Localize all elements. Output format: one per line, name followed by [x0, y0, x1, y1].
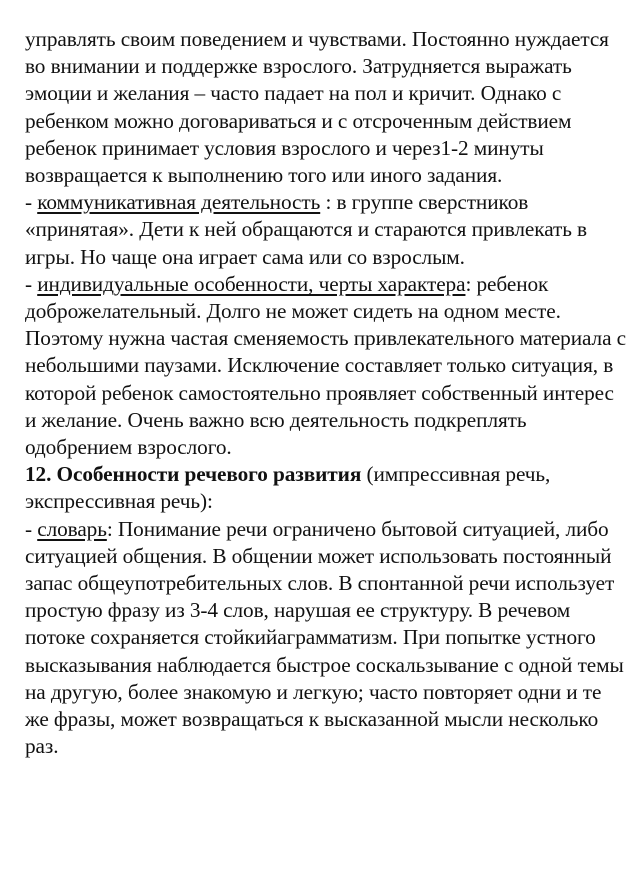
term-vocabulary: словарь [37, 516, 107, 541]
section-heading-speech [25, 461, 629, 515]
paragraph-vocabulary-text: : Понимание речи ограничено бытовой ситуацией, либо ситуацией общения. В общении может использовать постоянный запас общеупотребительных слов. В спонтанной речи использует простую фразу из 3-4 слов, нарушая ее структуру. В речевом потоке сохраняется стойкийаграмматизм. При попытке устного высказывания наблюдается быстрое соскальзывание с одной темы на другую, более знакомую и легкую; часто повторяет одни и те же фразы, может возвращаться к высказанной мысли несколько раз. [25, 516, 624, 759]
list-dash: - [25, 271, 38, 296]
paragraph-communication-text: : в группе сверстников «принятая». Дети к ней обращаются и стараются привлекать в игры. Но чаще она играет сама или со взрослым. [25, 190, 587, 269]
paragraph-communication [25, 189, 629, 271]
paragraph-vocabulary [25, 516, 629, 761]
list-dash: - [25, 516, 38, 541]
term-personality: индивидуальные особенности, черты характера [37, 271, 466, 296]
paragraph-behavior: управлять своим поведением и чувствами. Постоянно нуждается во внимании и поддержке взрослого. Затрудняется выражать эмоции и желания – часто падает на пол и кричит. Однако с ребенком можно договариваться и с отсроченным действием ребенок принимает условия взрослого и через1-2 минуты возвращается к выполнению того или иного задания. [25, 27, 609, 188]
list-dash: - [25, 190, 38, 215]
term-communication: коммуникативная деятельность [37, 190, 321, 215]
section-heading-subtitle: (импрессивная речь, экспрессивная речь): [25, 462, 551, 514]
paragraph-personality-text: : ребенок доброжелательный. Долго не может сидеть на одном месте. Поэтому нужна частая сменяемость привлекательного материала с небольшими паузами. Исключение составляет только ситуация, в которой ребенок самостоятельно проявляет собственный интерес и желание. Очень важно всю деятельность подкреплять одобрением взрослого. [25, 271, 627, 460]
section-heading-title: 12. Особенности речевого развития [25, 462, 362, 487]
paragraph-personality [25, 271, 629, 461]
